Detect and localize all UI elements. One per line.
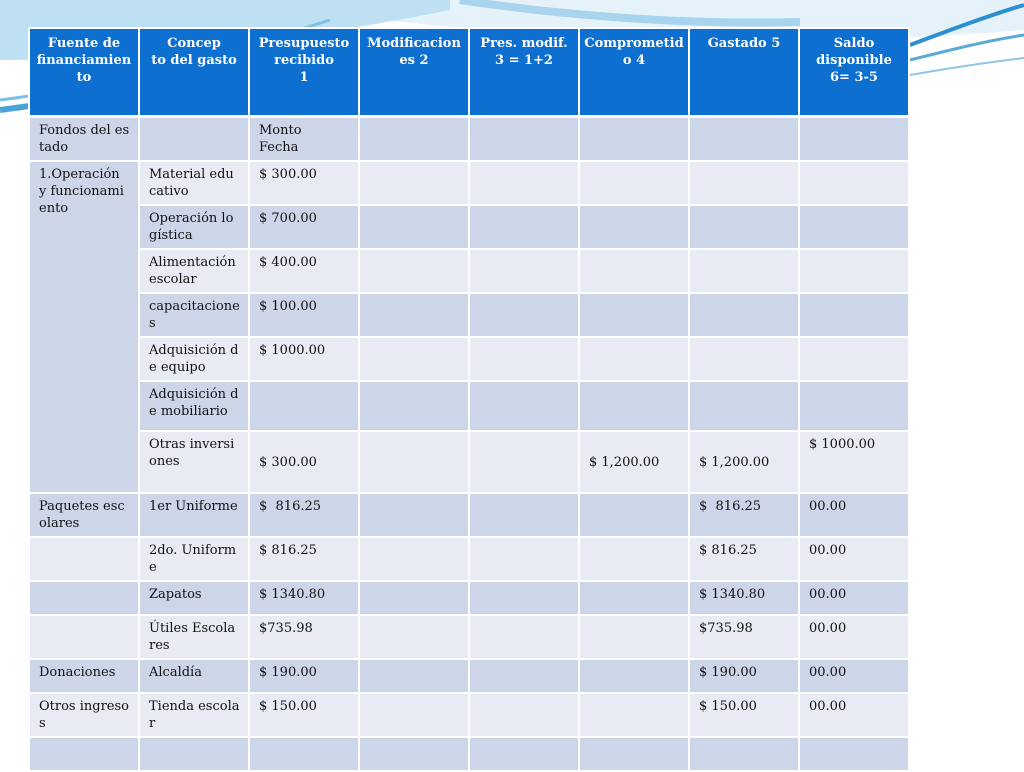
cell-gastado: $ 150.00 — [689, 693, 799, 737]
cell-presupuesto: $735.98 — [249, 615, 359, 659]
cell-presupuesto: $ 400.00 — [249, 249, 359, 293]
cell-modificaciones — [359, 381, 469, 431]
cell-modificaciones — [359, 205, 469, 249]
cell-fuente: Paquetes escolares — [29, 493, 139, 537]
cell-gastado: $ 816.25 — [689, 537, 799, 581]
cell-concepto — [139, 737, 249, 771]
cell-concepto: Adquisición de equipo — [139, 337, 249, 381]
cell-modificaciones — [359, 693, 469, 737]
cell-comprometido — [579, 205, 689, 249]
table-row — [29, 205, 909, 249]
cell-modificaciones — [359, 431, 469, 493]
cell-concepto: 2do. Uniforme — [139, 537, 249, 581]
cell-saldo — [799, 249, 909, 293]
header-modificaciones: Modificaciones 2 — [359, 28, 469, 117]
cell-comprometido — [579, 659, 689, 693]
cell-presupuesto — [249, 381, 359, 431]
cell-concepto: Alcaldía — [139, 659, 249, 693]
cell-saldo: 00.00 — [799, 537, 909, 581]
cell-gastado — [689, 337, 799, 381]
cell-modificaciones — [359, 737, 469, 771]
budget-table — [28, 27, 910, 772]
cell-fuente — [29, 581, 139, 615]
table-row — [29, 293, 909, 337]
cell-concepto: Útiles Escolares — [139, 615, 249, 659]
cell-gastado — [689, 293, 799, 337]
header-comprometido: Comprometido 4 — [579, 28, 689, 117]
cell-comprometido — [579, 615, 689, 659]
cell-modificaciones — [359, 493, 469, 537]
cell-fuente: Fondos del estado — [29, 117, 139, 162]
header-gastado: Gastado 5 — [689, 28, 799, 117]
cell-pres-modif — [469, 615, 579, 659]
cell-saldo: 00.00 — [799, 693, 909, 737]
cell-gastado: $ 1340.80 — [689, 581, 799, 615]
cell-saldo: 00.00 — [799, 581, 909, 615]
cell-comprometido — [579, 249, 689, 293]
cell-presupuesto: $ 816.25 — [249, 493, 359, 537]
cell-fuente: 1.Operación y funcionamiento — [29, 161, 139, 493]
cell-saldo — [799, 337, 909, 381]
cell-comprometido — [579, 693, 689, 737]
cell-saldo — [799, 117, 909, 162]
cell-concepto: Tienda escolar — [139, 693, 249, 737]
cell-presupuesto: $ 150.00 — [249, 693, 359, 737]
table-row — [29, 693, 909, 737]
cell-gastado — [689, 205, 799, 249]
cell-saldo: 00.00 — [799, 659, 909, 693]
cell-fuente — [29, 537, 139, 581]
table-row — [29, 493, 909, 537]
cell-presupuesto: $ 100.00 — [249, 293, 359, 337]
cell-comprometido — [579, 293, 689, 337]
table-row — [29, 381, 909, 431]
cell-modificaciones — [359, 581, 469, 615]
cell-concepto: Otras inversiones — [139, 431, 249, 493]
header-presupuesto: Presupuesto recibido 1 — [249, 28, 359, 117]
cell-gastado: $ 816.25 — [689, 493, 799, 537]
cell-modificaciones — [359, 293, 469, 337]
table-row — [29, 249, 909, 293]
cell-concepto — [139, 117, 249, 162]
cell-saldo: 00.00 — [799, 493, 909, 537]
cell-gastado: $ 1,200.00 — [689, 431, 799, 493]
cell-comprometido — [579, 161, 689, 205]
cell-concepto: Operación logística — [139, 205, 249, 249]
cell-presupuesto: $ 300.00 — [249, 431, 359, 493]
cell-pres-modif — [469, 117, 579, 162]
table-row — [29, 337, 909, 381]
cell-saldo — [799, 737, 909, 771]
cell-gastado: $735.98 — [689, 615, 799, 659]
header-saldo: Saldo disponible 6= 3-5 — [799, 28, 909, 117]
cell-pres-modif — [469, 205, 579, 249]
cell-saldo — [799, 381, 909, 431]
header-pres-modif: Pres. modif. 3 = 1+2 — [469, 28, 579, 117]
cell-comprometido — [579, 381, 689, 431]
table-row — [29, 737, 909, 771]
cell-gastado: $ 190.00 — [689, 659, 799, 693]
header-fuente: Fuente de financiamiento — [29, 28, 139, 117]
cell-saldo — [799, 161, 909, 205]
table-row — [29, 431, 909, 493]
cell-pres-modif — [469, 737, 579, 771]
cell-fuente — [29, 615, 139, 659]
table-header-row — [29, 28, 909, 117]
cell-comprometido — [579, 117, 689, 162]
cell-presupuesto: $ 1340.80 — [249, 581, 359, 615]
cell-pres-modif — [469, 381, 579, 431]
cell-gastado — [689, 161, 799, 205]
cell-concepto: Material educativo — [139, 161, 249, 205]
cell-pres-modif — [469, 161, 579, 205]
cell-saldo: $ 1000.00 — [799, 431, 909, 493]
table-row — [29, 581, 909, 615]
cell-presupuesto: $ 190.00 — [249, 659, 359, 693]
cell-saldo — [799, 205, 909, 249]
cell-concepto: 1er Uniforme — [139, 493, 249, 537]
table-row — [29, 161, 909, 205]
cell-modificaciones — [359, 615, 469, 659]
cell-gastado — [689, 249, 799, 293]
cell-concepto: capacitaciones — [139, 293, 249, 337]
cell-gastado — [689, 737, 799, 771]
cell-modificaciones — [359, 659, 469, 693]
table-row — [29, 537, 909, 581]
cell-presupuesto: $ 300.00 — [249, 161, 359, 205]
cell-comprometido — [579, 337, 689, 381]
cell-pres-modif — [469, 293, 579, 337]
cell-presupuesto: $ 816.25 — [249, 537, 359, 581]
cell-comprometido — [579, 493, 689, 537]
cell-gastado — [689, 117, 799, 162]
cell-comprometido — [579, 581, 689, 615]
cell-comprometido: $ 1,200.00 — [579, 431, 689, 493]
cell-pres-modif — [469, 249, 579, 293]
cell-concepto: Alimentación escolar — [139, 249, 249, 293]
table-row — [29, 615, 909, 659]
table-row — [29, 659, 909, 693]
cell-concepto: Adquisición de mobiliario — [139, 381, 249, 431]
cell-pres-modif — [469, 493, 579, 537]
header-concepto: Concep to del gasto — [139, 28, 249, 117]
cell-comprometido — [579, 537, 689, 581]
cell-saldo: 00.00 — [799, 615, 909, 659]
cell-modificaciones — [359, 161, 469, 205]
cell-presupuesto: $ 1000.00 — [249, 337, 359, 381]
cell-modificaciones — [359, 337, 469, 381]
cell-fuente — [29, 737, 139, 771]
table-row — [29, 117, 909, 162]
cell-pres-modif — [469, 431, 579, 493]
cell-fuente: Otros ingresos — [29, 693, 139, 737]
cell-pres-modif — [469, 659, 579, 693]
cell-pres-modif — [469, 337, 579, 381]
cell-modificaciones — [359, 537, 469, 581]
cell-presupuesto: Monto Fecha — [249, 117, 359, 162]
cell-gastado — [689, 381, 799, 431]
cell-saldo — [799, 293, 909, 337]
cell-pres-modif — [469, 537, 579, 581]
cell-comprometido — [579, 737, 689, 771]
cell-fuente: Donaciones — [29, 659, 139, 693]
cell-pres-modif — [469, 693, 579, 737]
cell-presupuesto: $ 700.00 — [249, 205, 359, 249]
cell-pres-modif — [469, 581, 579, 615]
cell-presupuesto — [249, 737, 359, 771]
cell-modificaciones — [359, 117, 469, 162]
cell-concepto: Zapatos — [139, 581, 249, 615]
cell-modificaciones — [359, 249, 469, 293]
